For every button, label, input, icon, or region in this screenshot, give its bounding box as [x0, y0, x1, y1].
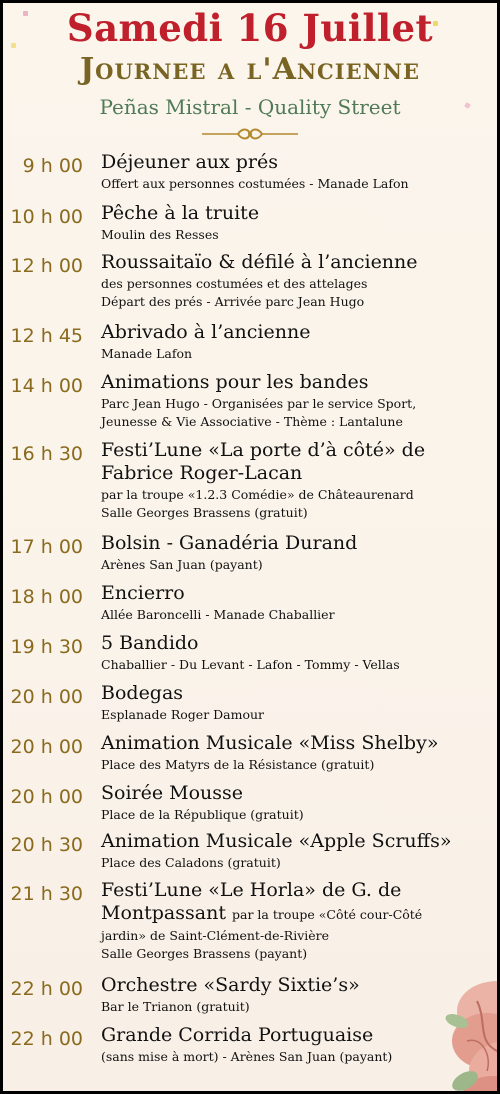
event-time: 20 h 30: [10, 834, 83, 856]
header: [3, 3, 497, 121]
event-detail: (sans mise à mort) - Arènes San Juan (payant): [101, 1049, 393, 1064]
event-detail: par la troupe «Côté cour-Côté: [232, 907, 423, 922]
event-title: Soirée Mousse: [101, 782, 244, 804]
event-title: Roussaitaïo & défilé à l’ancienne: [101, 251, 418, 273]
event-detail: Bar le Trianon (gratuit): [101, 999, 250, 1014]
event-title-line2: Fabrice Roger-Lacan: [101, 462, 303, 484]
event-detail: des personnes costumées et des attelages: [101, 276, 368, 291]
event-title: 5 Bandido: [101, 632, 199, 654]
ornament-divider-icon: [200, 127, 300, 141]
event-time: 18 h 00: [10, 586, 83, 608]
event-title: Bolsin - Ganadéria Durand: [101, 532, 358, 554]
event-title: Déjeuner aux prés: [101, 151, 279, 173]
event-detail: Chaballier - Du Levant - Lafon - Tommy - Vellas: [101, 657, 400, 672]
page-subtitle: Journee a l'Ancienne: [79, 52, 420, 87]
event-title: Abrivado à l’ancienne: [101, 321, 311, 343]
organizers: Peñas Mistral - Quality Street: [99, 95, 401, 119]
event-detail: Esplanade Roger Damour: [101, 707, 265, 722]
event-title: Bodegas: [101, 682, 184, 704]
event-title: Festi’Lune «Le Horla» de G. de: [101, 879, 402, 901]
event-detail: Place des Matyrs de la Résistance (gratuit): [101, 757, 375, 772]
event-time: 12 h 00: [10, 255, 83, 277]
page-title: Samedi 16 Juillet: [66, 6, 434, 50]
event-detail: Parc Jean Hugo - Organisées par le service Sport,: [101, 396, 417, 411]
event-detail: par la troupe «1.2.3 Comédie» de Châteaurenard: [101, 487, 414, 502]
event-time: 9 h 00: [22, 155, 83, 177]
event-time: 14 h 00: [10, 375, 83, 397]
event-time: 20 h 00: [10, 786, 83, 808]
flower-decoration-icon: [417, 891, 500, 1094]
event-title: Grande Corrida Portuguaise: [101, 1024, 374, 1046]
event-detail: Salle Georges Brassens (payant): [101, 946, 308, 961]
event-title: Encierro: [101, 582, 185, 604]
event-time: 16 h 30: [10, 443, 83, 465]
event-time: 20 h 00: [10, 736, 83, 758]
event-time: 12 h 45: [10, 325, 83, 347]
event-time: 17 h 00: [10, 536, 83, 558]
event-time: 22 h 00: [10, 1028, 83, 1050]
event-detail: Moulin des Resses: [101, 227, 219, 242]
event-title: Animation Musicale «Apple Scruffs»: [101, 830, 452, 852]
event-detail: Départ des prés - Arrivée parc Jean Hugo: [101, 294, 365, 309]
event-title: Animation Musicale «Miss Shelby»: [101, 732, 439, 754]
event-detail: Allée Baroncelli - Manade Chaballier: [101, 607, 335, 622]
event-title-word: Montpassant: [101, 902, 226, 924]
event-time: 20 h 00: [10, 686, 83, 708]
event-title: Festi’Lune «La porte d’à côté» de: [101, 439, 426, 461]
event-detail: Salle Georges Brassens (gratuit): [101, 505, 308, 520]
event-time: 10 h 00: [10, 206, 83, 228]
event-time: 22 h 00: [10, 978, 83, 1000]
event-time: 19 h 30: [10, 636, 83, 658]
event-title: Animations pour les bandes: [101, 371, 369, 393]
event-title: Orchestre «Sardy Sixtie’s»: [101, 974, 360, 996]
event-detail: Offert aux personnes costumées - Manade Lafon: [101, 176, 409, 191]
event-detail: Manade Lafon: [101, 346, 193, 361]
event-detail: Arènes San Juan (payant): [101, 557, 263, 572]
event-title: Pêche à la truite: [101, 202, 260, 224]
event-detail: Place des Caladons (gratuit): [101, 855, 281, 870]
event-detail: jardin» de Saint-Clément-de-Rivière: [101, 928, 330, 943]
event-time: 21 h 30: [10, 883, 83, 905]
event-detail: Place de la République (gratuit): [101, 807, 304, 822]
event-detail: Jeunesse & Vie Associative - Thème : Lantalune: [101, 414, 403, 429]
